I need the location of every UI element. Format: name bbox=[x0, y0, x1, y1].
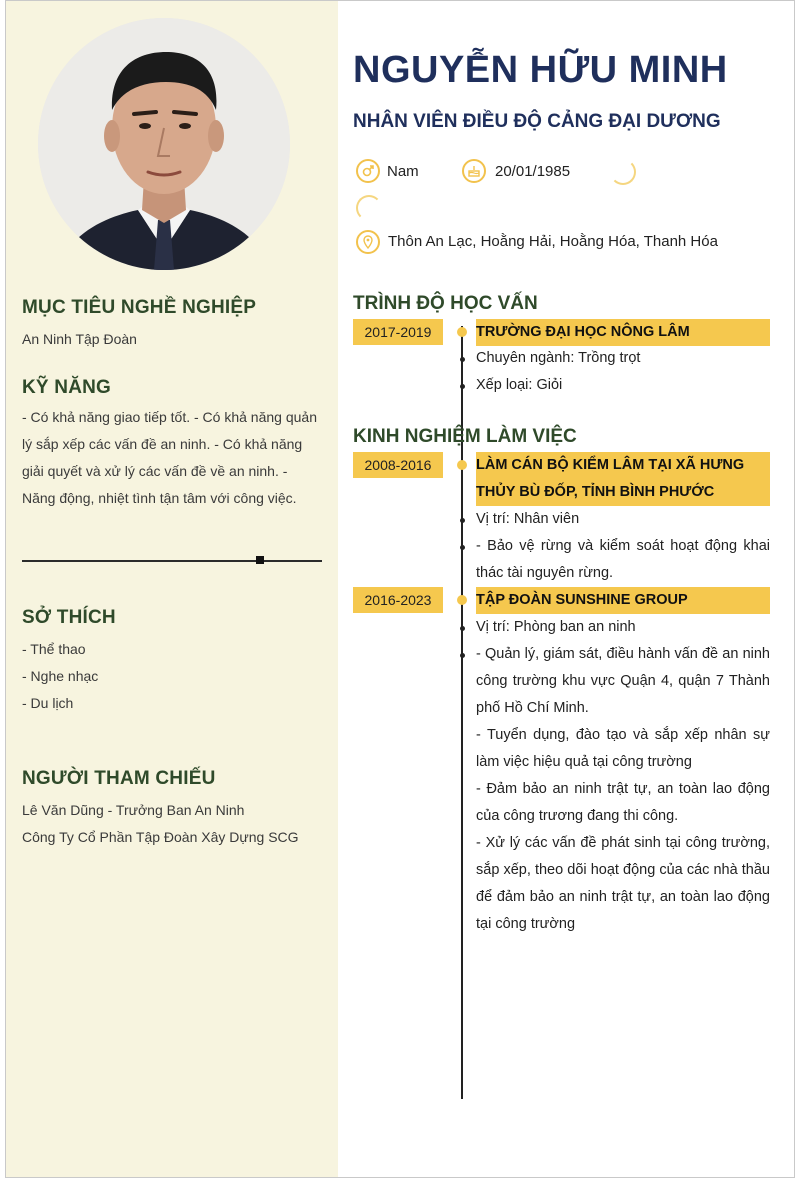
birthday-cake-icon bbox=[462, 159, 486, 183]
divider-marker bbox=[256, 556, 264, 564]
objective-text: An Ninh Tập Đoàn bbox=[22, 331, 137, 347]
timeline-bullet bbox=[460, 384, 465, 389]
gender-value: Nam bbox=[387, 163, 419, 180]
location-icon bbox=[356, 230, 380, 254]
timeline-bullet bbox=[460, 626, 465, 631]
experience-org: LÀM CÁN BỘ KIỂM LÂM TẠI XÃ HƯNG THỦY BÙ ĐỐP, TỈNH BÌNH PHƯỚC bbox=[476, 452, 770, 506]
gender-icon bbox=[356, 159, 380, 183]
hobbies-heading: SỞ THÍCH bbox=[22, 607, 116, 628]
education-school: TRƯỜNG ĐẠI HỌC NÔNG LÂM bbox=[476, 319, 770, 346]
timeline-dot bbox=[457, 327, 467, 337]
section-divider bbox=[22, 560, 322, 562]
cv-page bbox=[5, 0, 795, 1178]
hobby-item: - Du lịch bbox=[22, 695, 74, 711]
reference-line: Lê Văn Dũng - Trưởng Ban An Ninh bbox=[22, 802, 245, 818]
timeline-bullet bbox=[460, 518, 465, 523]
experience-duty: - Xử lý các vấn đề phát sinh tại công trường, sắp xếp, theo dõi hoạt động của các nhà thầu để đảm bảo an ninh trật tự, an toàn lao động tại công trường bbox=[476, 835, 770, 932]
experience-duty: - Tuyển dụng, đào tạo và sắp xếp nhân sự làm việc hiệu quả tại công trường bbox=[476, 727, 770, 770]
experience-position: Vị trí: Phòng ban an ninh bbox=[476, 619, 636, 635]
objective-heading: MỤC TIÊU NGHỀ NGHIỆP bbox=[22, 297, 257, 318]
candidate-name: NGUYỄN HỮU MINH bbox=[353, 49, 728, 91]
profile-photo bbox=[38, 18, 290, 270]
timeline-dot bbox=[457, 460, 467, 470]
reference-line: Công Ty Cổ Phần Tập Đoàn Xây Dựng SCG bbox=[22, 829, 299, 845]
experience-heading: KINH NGHIỆM LÀM VIỆC bbox=[353, 426, 577, 447]
references-heading: NGƯỜI THAM CHIẾU bbox=[22, 768, 216, 789]
timeline-bullet bbox=[460, 357, 465, 362]
timeline-bullet bbox=[460, 545, 465, 550]
education-detail: Chuyên ngành: Trồng trọt bbox=[476, 350, 641, 366]
empty-contact-icon bbox=[356, 195, 382, 221]
timeline-dot bbox=[457, 595, 467, 605]
birthday-value: 20/01/1985 bbox=[495, 163, 571, 180]
experience-period: 2008-2016 bbox=[353, 452, 443, 478]
sidebar bbox=[6, 1, 338, 1177]
timeline-bullet bbox=[460, 653, 465, 658]
education-detail: Xếp loại: Giỏi bbox=[476, 377, 563, 393]
experience-duty: - Bảo vệ rừng và kiểm soát hoạt động khai thác tài nguyên rừng. bbox=[476, 538, 770, 581]
experience-org: TẬP ĐOÀN SUNSHINE GROUP bbox=[476, 587, 770, 614]
skills-text: - Có khả năng giao tiếp tốt. - Có khả năng quản lý sắp xếp các vấn đề an ninh. - Có khả năng giải quyết và xử lý các vấn đề về an ninh. - Năng động, nhiệt tình tận tâm với công việc. bbox=[22, 409, 317, 506]
address-value: Thôn An Lạc, Hoằng Hải, Hoằng Hóa, Thanh Hóa bbox=[388, 233, 718, 250]
education-period: 2017-2019 bbox=[353, 319, 443, 345]
education-heading: TRÌNH ĐỘ HỌC VẤN bbox=[353, 293, 538, 314]
experience-duty: - Đảm bảo an ninh trật tự, an toàn lao động của công trương đang thi công. bbox=[476, 781, 770, 824]
experience-position: Vị trí: Nhân viên bbox=[476, 511, 580, 527]
job-title: NHÂN VIÊN ĐIỀU ĐỘ CẢNG ĐẠI DƯƠNG bbox=[353, 111, 721, 132]
experience-duty: - Quản lý, giám sát, điều hành vấn đề an ninh công trường khu vực Quận 4, quận 7 Thành phố Hồ Chí Minh. bbox=[476, 646, 770, 716]
skills-heading: KỸ NĂNG bbox=[22, 377, 112, 398]
empty-contact-icon bbox=[610, 159, 636, 185]
hobby-item: - Thể thao bbox=[22, 641, 86, 657]
hobby-item: - Nghe nhạc bbox=[22, 668, 99, 684]
experience-period: 2016-2023 bbox=[353, 587, 443, 613]
